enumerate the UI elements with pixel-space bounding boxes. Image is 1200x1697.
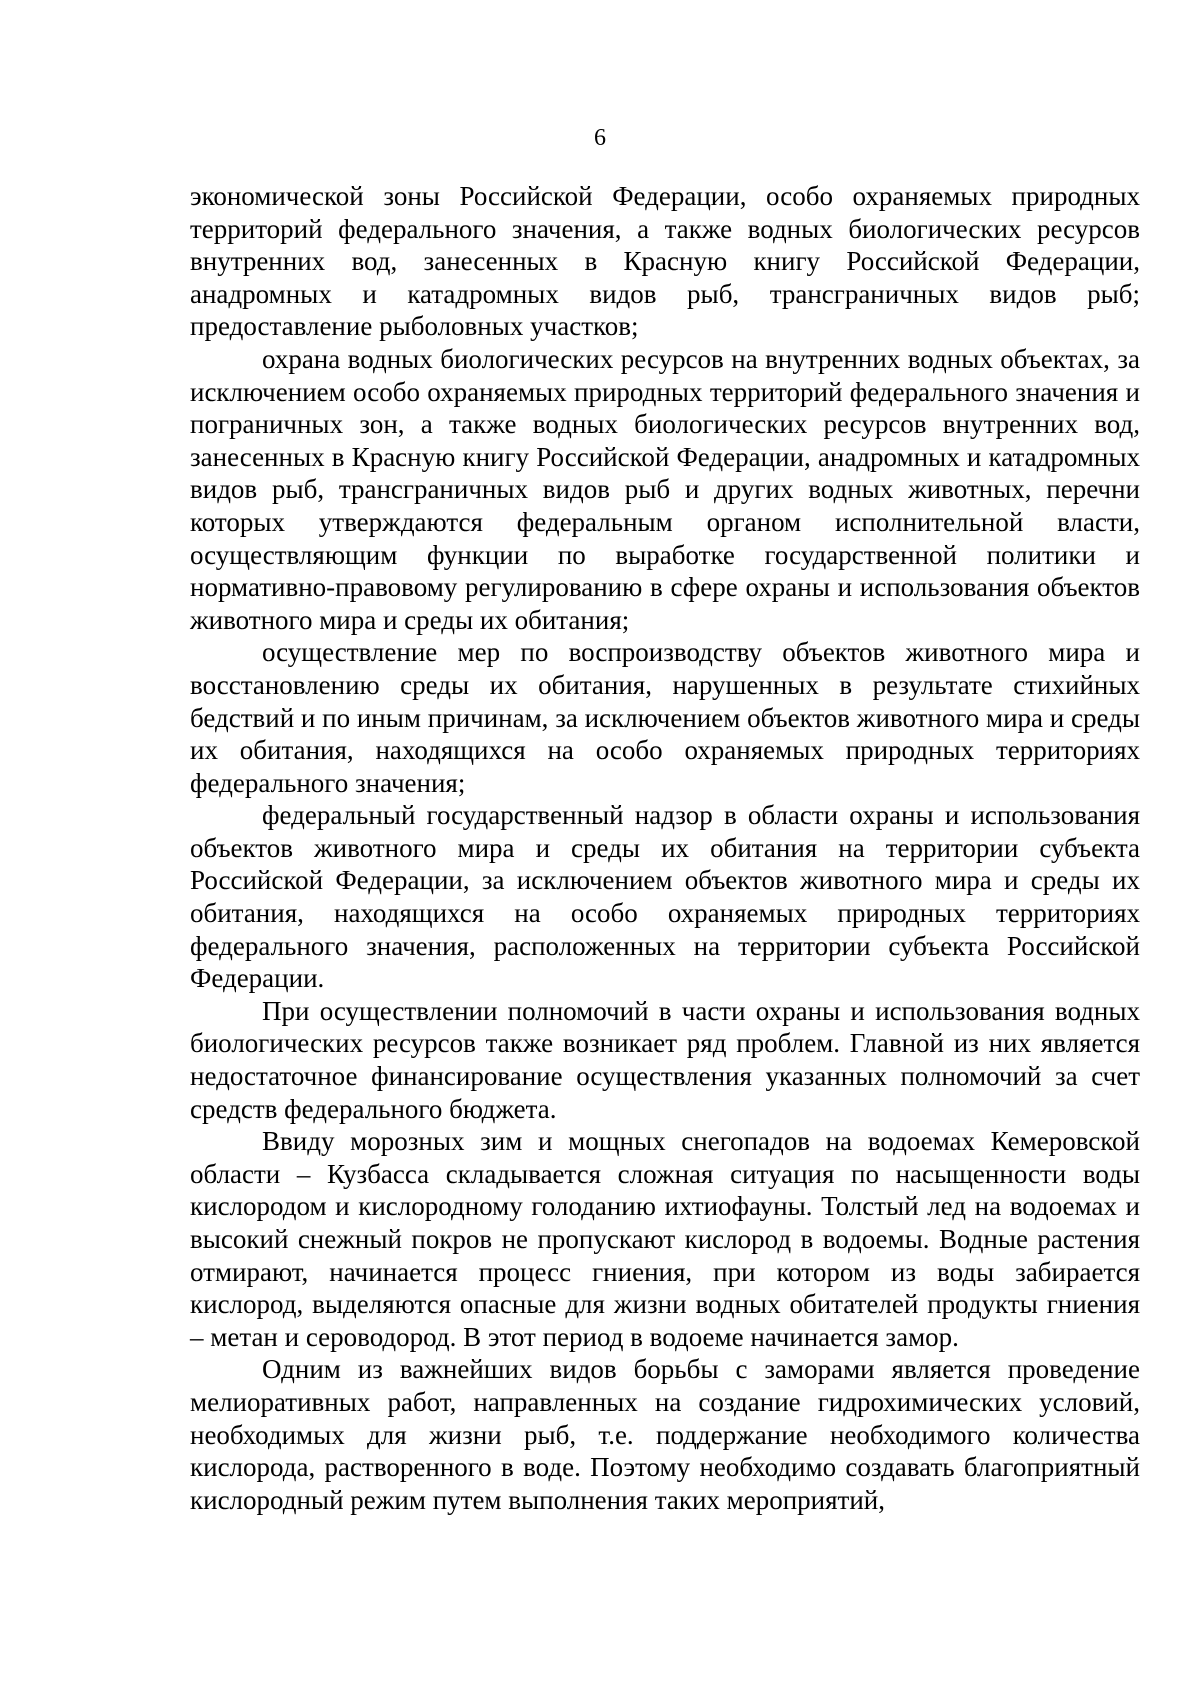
paragraph-melioration-works: Одним из важнейших видов борьбы с заморами является проведение мелиоративных работ, направленных на создание гидрохимических условий, необходимых для жизни рыб, т.е. поддержание необходимого количества кислорода, растворенного в воде. Поэтому необходимо создавать благоприятный кислородный режим путем выполнения таких мероприятий, [190,1354,1140,1515]
paragraph-water-resources-protection: охрана водных биологических ресурсов на внутренних водных объектах, за исключением особо охраняемых природных территорий федерального значения и пограничных зон, а также водных биологических ресурсов внутренних вод, занесенных в Красную книгу Российской Федерации, анадромных и катадромных видов рыб, трансграничных видов рыб и других водных животных, перечни которых утверждаются федеральным органом исполнительной власти, осуществляющим функции по выработке государственной политики и нормативно-правовому регулированию в сфере охраны и использования объектов животного мира и среды их обитания; [190,343,1140,635]
paragraph-oxygen-situation: Ввиду морозных зим и мощных снегопадов на водоемах Кемеровской области – Кузбасса складывается сложная ситуация по насыщенности воды кислородом и кислородному голоданию ихтиофауны. Толстый лед на водоемах и высокий снежный покров не пропускают кислород в водоемы. Водные растения отмирают, начинается процесс гниения, при котором из воды забирается кислород, выделяются опасные для жизни водных обитателей продукты гниения – метан и сероводород. В этот период в водоеме начинается замор. [190,1126,1140,1352]
paragraph-continuation: экономической зоны Российской Федерации, особо охраняемых природных территорий федерального значения, а также водных биологических ресурсов внутренних вод, занесенных в Красную книгу Российской Федерации, анадромных и катадромных видов рыб, трансграничных видов рыб; предоставление рыболовных участков; [190,181,1140,342]
paragraph-funding-problems: При осуществлении полномочий в части охраны и использования водных биологических ресурсов также возникает ряд проблем. Главной из них является недостаточное финансирование осуществления указанных полномочий за счет средств федерального бюджета. [190,995,1140,1124]
paragraph-federal-supervision: федеральный государственный надзор в области охраны и использования объектов животного мира и среды их обитания на территории субъекта Российской Федерации, за исключением объектов животного мира и среды их обитания, находящихся на особо охраняемых природных территориях федерального значения, расположенных на территории субъекта Российской Федерации. [190,800,1140,994]
document-body [190,180,1140,1516]
page-number: 6 [594,125,606,151]
paragraph-wildlife-reproduction: осуществление мер по воспроизводству объектов животного мира и восстановлению среды их обитания, нарушенных в результате стихийных бедствий и по иным причинам, за исключением объектов животного мира и среды их обитания, находящихся на особо охраняемых природных территориях федерального значения; [190,637,1140,798]
